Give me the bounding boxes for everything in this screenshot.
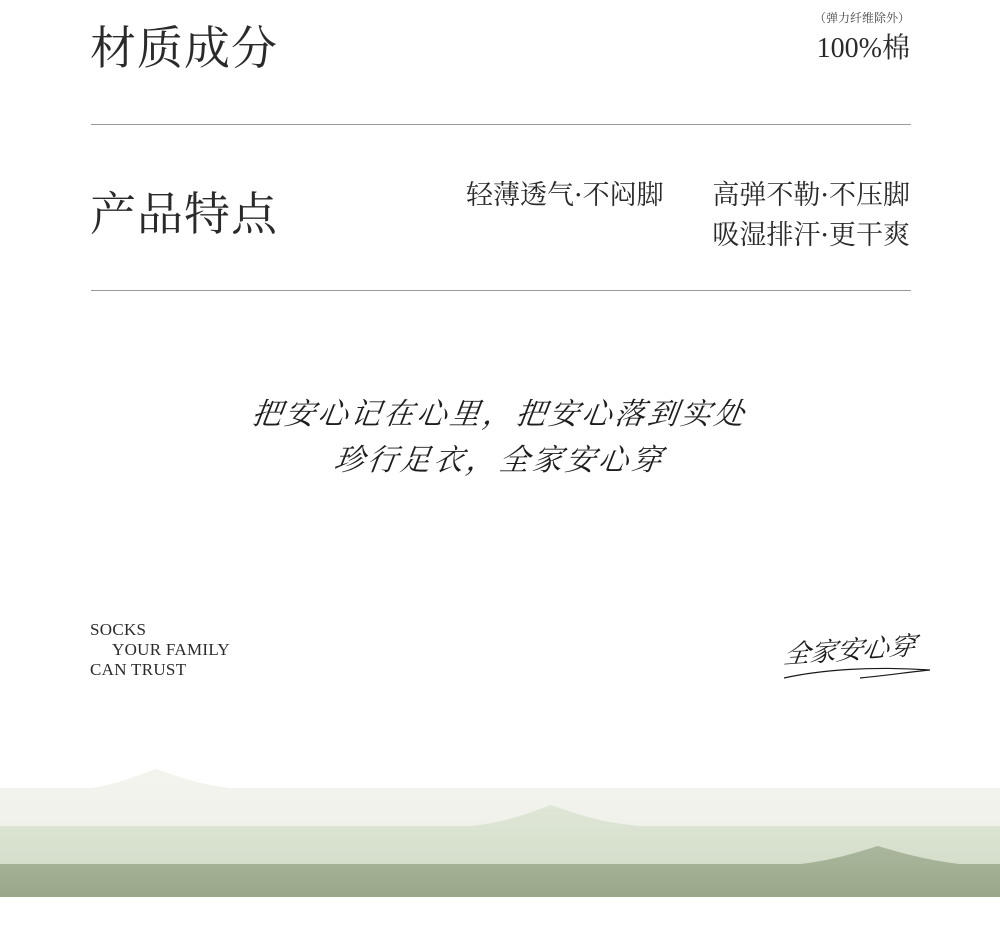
tagline-line: YOUR FAMILY [112, 640, 230, 659]
material-title: 材质成分 [90, 21, 278, 75]
features-title: 产品特点 [90, 187, 278, 241]
signature-logo: 全家安心穿 [781, 631, 918, 671]
feature-item: 高弹不勒·不压脚 [712, 180, 910, 211]
signature-underline [780, 620, 940, 684]
feature-item: 轻薄透气·不闷脚 [466, 180, 664, 211]
material-note: （弹力纤维除外） [813, 11, 910, 25]
divider [91, 290, 911, 291]
slogan-line: 把安心记在心里，把安心落到实处 [249, 397, 750, 432]
feature-item: 吸湿排汗·更干爽 [712, 220, 910, 251]
divider [91, 124, 911, 125]
slogan-line: 珍行足衣，全家安心穿 [332, 443, 667, 478]
hills-decoration [0, 760, 1000, 949]
tagline-line: CAN TRUST [90, 660, 187, 679]
tagline-line: SOCKS [90, 620, 147, 639]
material-value: 100%棉 [816, 33, 910, 64]
